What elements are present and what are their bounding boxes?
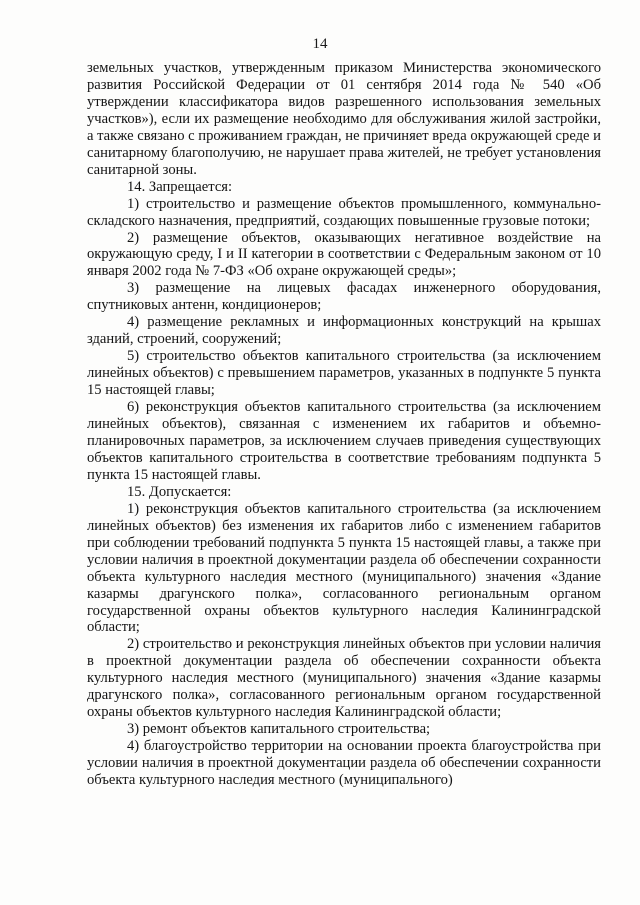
list-item-prohibited-5: 5) строительство объектов капитального строительства (за исключением линейных объектов) с превышением параметров, указанных в подпункте 5 пункта 15 настоящей главы; [87, 348, 601, 399]
list-item-permitted-4: 4) благоустройство территории на основании проекта благоустройства при условии наличия в проектной документации раздела об обеспечении сохранности объекта культурного наследия местного (муниципального) [87, 738, 601, 789]
paragraph-continuation: земельных участков, утвержденным приказом Министерства экономического развития Российской Федерации от 01 сентября 2014 года № 540 «Об утверждении классификатора видов разрешенного использования земельных участков»), если их размещение необходимо для обслуживания жилой застройки, а также связано с проживанием граждан, не причиняет вреда окружающей среде и санитарному благополучию, не нарушает права жителей, не требует установления санитарной зоны. [87, 60, 601, 178]
list-item-permitted-1: 1) реконструкция объектов капитального строительства (за исключением линейных объектов) без изменения их габаритов либо с изменением габаритов при соблюдении требований подпункта 5 пункта 15 настоящей главы, а также при условии наличия в проектной документации раздела об обеспечении сохранности объекта культурного наследия местного (муниципального) значения «Здание казармы драгунского полка», согласованного региональным органом государственной охраны объектов культурного наследия Калининградской области; [87, 500, 601, 636]
section-heading-prohibited: 14. Запрещается: [127, 178, 233, 195]
list-item-prohibited-2: 2) размещение объектов, оказывающих негативное воздействие на окружающую среду, I и II категории в соответствии с Федеральным законом от 10 января 2002 года № 7-ФЗ «Об охране окружающей среды»; [87, 229, 601, 280]
list-item-prohibited-3: 3) размещение на лицевых фасадах инженерного оборудования, спутниковых антенн, кондиционеров; [87, 280, 601, 314]
document-body [87, 60, 601, 789]
section-heading-permitted: 15. Допускается: [127, 483, 232, 500]
list-item-permitted-2: 2) строительство и реконструкция линейных объектов при условии наличия в проектной документации раздела об обеспечении сохранности объекта культурного наследия местного (муниципального) значения «Здание казармы драгунского полка», согласованного региональным органом государственной охраны объектов культурного наследия Калининградской области; [87, 636, 601, 721]
list-item-prohibited-6: 6) реконструкция объектов капитального строительства (за исключением линейных объектов), связанная с изменением их габаритов и объемно-планировочных параметров, за исключением случаев приведения существующих объектов капитального строительства в соответствие требованиям подпункта 5 пункта 15 настоящей главы. [87, 399, 601, 483]
list-item-prohibited-1: 1) строительство и размещение объектов промышленного, коммунально-складского назначения, предприятий, создающих повышенные грузовые потоки; [87, 195, 601, 229]
list-item-prohibited-4: 4) размещение рекламных и информационных конструкций на крышах зданий, строений, сооружений; [87, 314, 601, 348]
list-item-permitted-3: 3) ремонт объектов капитального строительства; [127, 721, 431, 738]
page-number: 14 [312, 36, 328, 52]
